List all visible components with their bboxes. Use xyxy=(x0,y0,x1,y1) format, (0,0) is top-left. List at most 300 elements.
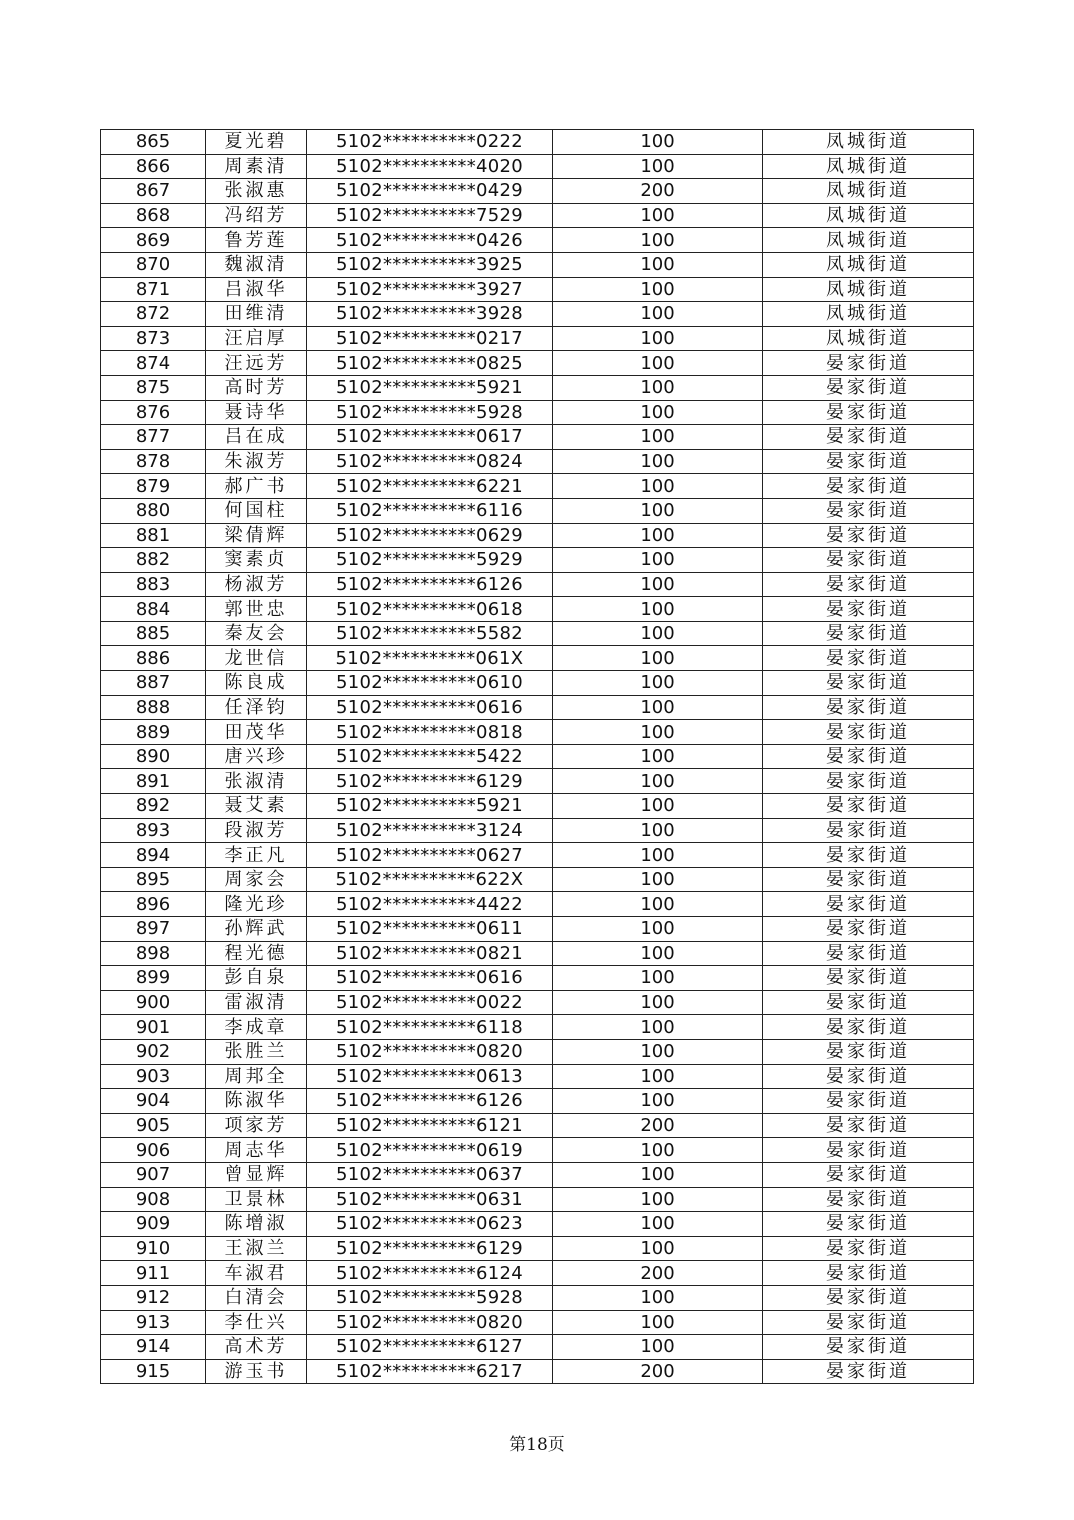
table-row xyxy=(101,228,974,253)
serial-number-cell: 882 xyxy=(101,548,206,573)
name-cell: 雷淑清 xyxy=(206,990,307,1015)
table-row xyxy=(101,1039,974,1064)
id-number-cell: 5102**********6221 xyxy=(307,474,553,499)
serial-number-cell: 887 xyxy=(101,671,206,696)
serial-number-cell: 900 xyxy=(101,990,206,1015)
name-cell: 游玉书 xyxy=(206,1359,307,1384)
serial-number-cell: 905 xyxy=(101,1113,206,1138)
table-row xyxy=(101,252,974,277)
id-number-cell: 5102**********0821 xyxy=(307,941,553,966)
name-cell: 鲁芳莲 xyxy=(206,228,307,253)
id-number-cell: 5102**********0623 xyxy=(307,1212,553,1237)
street-cell: 晏家街道 xyxy=(763,843,974,868)
name-cell: 白清会 xyxy=(206,1285,307,1310)
id-number-cell: 5102**********6121 xyxy=(307,1113,553,1138)
serial-number-cell: 886 xyxy=(101,646,206,671)
street-cell: 晏家街道 xyxy=(763,744,974,769)
street-cell: 晏家街道 xyxy=(763,1310,974,1335)
street-cell: 晏家街道 xyxy=(763,597,974,622)
street-cell: 晏家街道 xyxy=(763,769,974,794)
name-cell: 周家会 xyxy=(206,867,307,892)
table-row xyxy=(101,1285,974,1310)
amount-cell: 100 xyxy=(553,1310,763,1335)
id-number-cell: 5102**********0618 xyxy=(307,597,553,622)
amount-cell: 100 xyxy=(553,1162,763,1187)
amount-cell: 100 xyxy=(553,425,763,450)
street-cell: 凤城街道 xyxy=(763,252,974,277)
roster-table xyxy=(100,129,974,1384)
serial-number-cell: 891 xyxy=(101,769,206,794)
name-cell: 周志华 xyxy=(206,1138,307,1163)
street-cell: 晏家街道 xyxy=(763,941,974,966)
name-cell: 秦友会 xyxy=(206,621,307,646)
street-cell: 晏家街道 xyxy=(763,966,974,991)
table-row xyxy=(101,351,974,376)
roster-table-body xyxy=(101,130,974,1384)
id-number-cell: 5102**********6126 xyxy=(307,572,553,597)
table-row xyxy=(101,671,974,696)
id-number-cell: 5102**********0629 xyxy=(307,523,553,548)
name-cell: 卫景林 xyxy=(206,1187,307,1212)
id-number-cell: 5102**********6124 xyxy=(307,1261,553,1286)
amount-cell: 100 xyxy=(553,818,763,843)
serial-number-cell: 892 xyxy=(101,794,206,819)
table-row xyxy=(101,720,974,745)
name-cell: 张淑清 xyxy=(206,769,307,794)
amount-cell: 100 xyxy=(553,941,763,966)
amount-cell: 100 xyxy=(553,228,763,253)
name-cell: 隆光珍 xyxy=(206,892,307,917)
serial-number-cell: 870 xyxy=(101,252,206,277)
amount-cell: 100 xyxy=(553,302,763,327)
serial-number-cell: 901 xyxy=(101,1015,206,1040)
amount-cell: 100 xyxy=(553,794,763,819)
serial-number-cell: 876 xyxy=(101,400,206,425)
name-cell: 李仕兴 xyxy=(206,1310,307,1335)
name-cell: 车淑君 xyxy=(206,1261,307,1286)
table-row xyxy=(101,843,974,868)
amount-cell: 100 xyxy=(553,326,763,351)
id-number-cell: 5102**********3928 xyxy=(307,302,553,327)
id-number-cell: 5102**********0616 xyxy=(307,695,553,720)
serial-number-cell: 898 xyxy=(101,941,206,966)
table-row xyxy=(101,326,974,351)
serial-number-cell: 912 xyxy=(101,1285,206,1310)
table-row xyxy=(101,375,974,400)
street-cell: 晏家街道 xyxy=(763,917,974,942)
table-row xyxy=(101,523,974,548)
table-row xyxy=(101,1089,974,1114)
serial-number-cell: 903 xyxy=(101,1064,206,1089)
id-number-cell: 5102**********0818 xyxy=(307,720,553,745)
table-row xyxy=(101,203,974,228)
id-number-cell: 5102**********0820 xyxy=(307,1310,553,1335)
street-cell: 晏家街道 xyxy=(763,1261,974,1286)
name-cell: 田茂华 xyxy=(206,720,307,745)
serial-number-cell: 865 xyxy=(101,130,206,155)
serial-number-cell: 889 xyxy=(101,720,206,745)
id-number-cell: 5102**********4020 xyxy=(307,154,553,179)
street-cell: 晏家街道 xyxy=(763,621,974,646)
table-row xyxy=(101,990,974,1015)
serial-number-cell: 877 xyxy=(101,425,206,450)
street-cell: 晏家街道 xyxy=(763,425,974,450)
serial-number-cell: 884 xyxy=(101,597,206,622)
street-cell: 晏家街道 xyxy=(763,474,974,499)
amount-cell: 100 xyxy=(553,621,763,646)
roster-table-container xyxy=(100,129,974,1384)
table-row xyxy=(101,597,974,622)
name-cell: 陈良成 xyxy=(206,671,307,696)
serial-number-cell: 867 xyxy=(101,179,206,204)
name-cell: 郭世忠 xyxy=(206,597,307,622)
serial-number-cell: 872 xyxy=(101,302,206,327)
name-cell: 彭自泉 xyxy=(206,966,307,991)
street-cell: 凤城街道 xyxy=(763,228,974,253)
street-cell: 晏家街道 xyxy=(763,1359,974,1384)
street-cell: 凤城街道 xyxy=(763,154,974,179)
street-cell: 凤城街道 xyxy=(763,277,974,302)
name-cell: 周邦全 xyxy=(206,1064,307,1089)
table-row xyxy=(101,818,974,843)
amount-cell: 100 xyxy=(553,1285,763,1310)
serial-number-cell: 897 xyxy=(101,917,206,942)
amount-cell: 100 xyxy=(553,252,763,277)
amount-cell: 100 xyxy=(553,498,763,523)
table-row xyxy=(101,400,974,425)
amount-cell: 100 xyxy=(553,572,763,597)
id-number-cell: 5102**********0610 xyxy=(307,671,553,696)
street-cell: 凤城街道 xyxy=(763,302,974,327)
id-number-cell: 5102**********6126 xyxy=(307,1089,553,1114)
table-row xyxy=(101,917,974,942)
serial-number-cell: 910 xyxy=(101,1236,206,1261)
name-cell: 吕在成 xyxy=(206,425,307,450)
amount-cell: 200 xyxy=(553,1261,763,1286)
name-cell: 田维清 xyxy=(206,302,307,327)
street-cell: 晏家街道 xyxy=(763,572,974,597)
amount-cell: 100 xyxy=(553,917,763,942)
id-number-cell: 5102**********6129 xyxy=(307,769,553,794)
serial-number-cell: 911 xyxy=(101,1261,206,1286)
street-cell: 晏家街道 xyxy=(763,671,974,696)
page-number: 第18页 xyxy=(509,1435,565,1455)
street-cell: 晏家街道 xyxy=(763,351,974,376)
street-cell: 凤城街道 xyxy=(763,130,974,155)
street-cell: 晏家街道 xyxy=(763,1162,974,1187)
id-number-cell: 5102**********3927 xyxy=(307,277,553,302)
serial-number-cell: 869 xyxy=(101,228,206,253)
name-cell: 段淑芳 xyxy=(206,818,307,843)
serial-number-cell: 866 xyxy=(101,154,206,179)
table-row xyxy=(101,892,974,917)
amount-cell: 100 xyxy=(553,1064,763,1089)
table-row xyxy=(101,425,974,450)
amount-cell: 100 xyxy=(553,843,763,868)
name-cell: 陈增淑 xyxy=(206,1212,307,1237)
amount-cell: 100 xyxy=(553,1138,763,1163)
id-number-cell: 5102**********0619 xyxy=(307,1138,553,1163)
amount-cell: 100 xyxy=(553,203,763,228)
amount-cell: 100 xyxy=(553,277,763,302)
amount-cell: 100 xyxy=(553,695,763,720)
table-row xyxy=(101,1162,974,1187)
amount-cell: 100 xyxy=(553,449,763,474)
name-cell: 高术芳 xyxy=(206,1335,307,1360)
street-cell: 晏家街道 xyxy=(763,1089,974,1114)
id-number-cell: 5102**********0022 xyxy=(307,990,553,1015)
id-number-cell: 5102**********5921 xyxy=(307,794,553,819)
amount-cell: 200 xyxy=(553,1113,763,1138)
id-number-cell: 5102**********0217 xyxy=(307,326,553,351)
amount-cell: 100 xyxy=(553,474,763,499)
street-cell: 凤城街道 xyxy=(763,326,974,351)
name-cell: 汪远芳 xyxy=(206,351,307,376)
serial-number-cell: 868 xyxy=(101,203,206,228)
serial-number-cell: 874 xyxy=(101,351,206,376)
name-cell: 项家芳 xyxy=(206,1113,307,1138)
id-number-cell: 5102**********0617 xyxy=(307,425,553,450)
name-cell: 张淑惠 xyxy=(206,179,307,204)
name-cell: 程光德 xyxy=(206,941,307,966)
serial-number-cell: 881 xyxy=(101,523,206,548)
table-row xyxy=(101,966,974,991)
serial-number-cell: 888 xyxy=(101,695,206,720)
name-cell: 吕淑华 xyxy=(206,277,307,302)
name-cell: 聂艾素 xyxy=(206,794,307,819)
amount-cell: 100 xyxy=(553,646,763,671)
id-number-cell: 5102**********0631 xyxy=(307,1187,553,1212)
amount-cell: 100 xyxy=(553,1015,763,1040)
serial-number-cell: 915 xyxy=(101,1359,206,1384)
amount-cell: 100 xyxy=(553,1236,763,1261)
amount-cell: 100 xyxy=(553,351,763,376)
amount-cell: 100 xyxy=(553,720,763,745)
amount-cell: 100 xyxy=(553,744,763,769)
id-number-cell: 5102**********622X xyxy=(307,867,553,892)
amount-cell: 200 xyxy=(553,179,763,204)
serial-number-cell: 904 xyxy=(101,1089,206,1114)
table-row xyxy=(101,769,974,794)
table-row xyxy=(101,646,974,671)
id-number-cell: 5102**********5928 xyxy=(307,1285,553,1310)
amount-cell: 100 xyxy=(553,966,763,991)
street-cell: 晏家街道 xyxy=(763,375,974,400)
amount-cell: 100 xyxy=(553,990,763,1015)
table-row xyxy=(101,1138,974,1163)
id-number-cell: 5102**********0627 xyxy=(307,843,553,868)
amount-cell: 100 xyxy=(553,769,763,794)
name-cell: 张胜兰 xyxy=(206,1039,307,1064)
id-number-cell: 5102**********0613 xyxy=(307,1064,553,1089)
serial-number-cell: 899 xyxy=(101,966,206,991)
street-cell: 晏家街道 xyxy=(763,1138,974,1163)
id-number-cell: 5102**********061X xyxy=(307,646,553,671)
street-cell: 晏家街道 xyxy=(763,794,974,819)
id-number-cell: 5102**********6116 xyxy=(307,498,553,523)
street-cell: 晏家街道 xyxy=(763,818,974,843)
table-row xyxy=(101,130,974,155)
amount-cell: 100 xyxy=(553,375,763,400)
street-cell: 晏家街道 xyxy=(763,1236,974,1261)
amount-cell: 100 xyxy=(553,130,763,155)
street-cell: 晏家街道 xyxy=(763,867,974,892)
id-number-cell: 5102**********0611 xyxy=(307,917,553,942)
table-row xyxy=(101,794,974,819)
table-row xyxy=(101,474,974,499)
street-cell: 晏家街道 xyxy=(763,498,974,523)
serial-number-cell: 906 xyxy=(101,1138,206,1163)
name-cell: 夏光碧 xyxy=(206,130,307,155)
id-number-cell: 5102**********5921 xyxy=(307,375,553,400)
name-cell: 汪启厚 xyxy=(206,326,307,351)
table-row xyxy=(101,548,974,573)
table-row xyxy=(101,1359,974,1384)
name-cell: 孙辉武 xyxy=(206,917,307,942)
id-number-cell: 5102**********5422 xyxy=(307,744,553,769)
serial-number-cell: 878 xyxy=(101,449,206,474)
id-number-cell: 5102**********0825 xyxy=(307,351,553,376)
table-row xyxy=(101,1335,974,1360)
table-row xyxy=(101,154,974,179)
table-row xyxy=(101,1261,974,1286)
id-number-cell: 5102**********6129 xyxy=(307,1236,553,1261)
street-cell: 晏家街道 xyxy=(763,1113,974,1138)
id-number-cell: 5102**********0616 xyxy=(307,966,553,991)
name-cell: 陈淑华 xyxy=(206,1089,307,1114)
amount-cell: 100 xyxy=(553,671,763,696)
name-cell: 曾显辉 xyxy=(206,1162,307,1187)
name-cell: 周素清 xyxy=(206,154,307,179)
serial-number-cell: 880 xyxy=(101,498,206,523)
id-number-cell: 5102**********3124 xyxy=(307,818,553,843)
table-row xyxy=(101,572,974,597)
street-cell: 晏家街道 xyxy=(763,523,974,548)
id-number-cell: 5102**********0429 xyxy=(307,179,553,204)
serial-number-cell: 871 xyxy=(101,277,206,302)
table-row xyxy=(101,277,974,302)
table-row xyxy=(101,449,974,474)
street-cell: 晏家街道 xyxy=(763,720,974,745)
table-row xyxy=(101,498,974,523)
serial-number-cell: 896 xyxy=(101,892,206,917)
table-row xyxy=(101,1212,974,1237)
street-cell: 凤城街道 xyxy=(763,179,974,204)
amount-cell: 100 xyxy=(553,892,763,917)
id-number-cell: 5102**********0820 xyxy=(307,1039,553,1064)
table-row xyxy=(101,1064,974,1089)
name-cell: 任泽钧 xyxy=(206,695,307,720)
street-cell: 凤城街道 xyxy=(763,203,974,228)
street-cell: 晏家街道 xyxy=(763,1187,974,1212)
street-cell: 晏家街道 xyxy=(763,1039,974,1064)
serial-number-cell: 885 xyxy=(101,621,206,646)
table-row xyxy=(101,1236,974,1261)
id-number-cell: 5102**********4422 xyxy=(307,892,553,917)
id-number-cell: 5102**********5929 xyxy=(307,548,553,573)
id-number-cell: 5102**********0426 xyxy=(307,228,553,253)
amount-cell: 100 xyxy=(553,597,763,622)
amount-cell: 100 xyxy=(553,1039,763,1064)
id-number-cell: 5102**********0222 xyxy=(307,130,553,155)
serial-number-cell: 873 xyxy=(101,326,206,351)
name-cell: 朱淑芳 xyxy=(206,449,307,474)
serial-number-cell: 907 xyxy=(101,1162,206,1187)
name-cell: 何国柱 xyxy=(206,498,307,523)
name-cell: 杨淑芳 xyxy=(206,572,307,597)
name-cell: 聂诗华 xyxy=(206,400,307,425)
table-row xyxy=(101,867,974,892)
amount-cell: 200 xyxy=(553,1359,763,1384)
name-cell: 李成章 xyxy=(206,1015,307,1040)
street-cell: 晏家街道 xyxy=(763,1015,974,1040)
table-row xyxy=(101,744,974,769)
street-cell: 晏家街道 xyxy=(763,1212,974,1237)
serial-number-cell: 902 xyxy=(101,1039,206,1064)
serial-number-cell: 914 xyxy=(101,1335,206,1360)
serial-number-cell: 890 xyxy=(101,744,206,769)
street-cell: 晏家街道 xyxy=(763,1285,974,1310)
street-cell: 晏家街道 xyxy=(763,548,974,573)
name-cell: 窦素贞 xyxy=(206,548,307,573)
table-row xyxy=(101,302,974,327)
id-number-cell: 5102**********0637 xyxy=(307,1162,553,1187)
id-number-cell: 5102**********6127 xyxy=(307,1335,553,1360)
street-cell: 晏家街道 xyxy=(763,646,974,671)
street-cell: 晏家街道 xyxy=(763,695,974,720)
serial-number-cell: 875 xyxy=(101,375,206,400)
amount-cell: 100 xyxy=(553,1089,763,1114)
serial-number-cell: 883 xyxy=(101,572,206,597)
id-number-cell: 5102**********6118 xyxy=(307,1015,553,1040)
name-cell: 冯绍芳 xyxy=(206,203,307,228)
table-row xyxy=(101,1113,974,1138)
name-cell: 王淑兰 xyxy=(206,1236,307,1261)
street-cell: 晏家街道 xyxy=(763,1064,974,1089)
table-row xyxy=(101,1015,974,1040)
amount-cell: 100 xyxy=(553,1335,763,1360)
id-number-cell: 5102**********7529 xyxy=(307,203,553,228)
id-number-cell: 5102**********5582 xyxy=(307,621,553,646)
serial-number-cell: 895 xyxy=(101,867,206,892)
table-row xyxy=(101,941,974,966)
table-row xyxy=(101,1187,974,1212)
amount-cell: 100 xyxy=(553,867,763,892)
amount-cell: 100 xyxy=(553,1212,763,1237)
street-cell: 晏家街道 xyxy=(763,990,974,1015)
serial-number-cell: 913 xyxy=(101,1310,206,1335)
serial-number-cell: 893 xyxy=(101,818,206,843)
serial-number-cell: 908 xyxy=(101,1187,206,1212)
amount-cell: 100 xyxy=(553,1187,763,1212)
table-row xyxy=(101,621,974,646)
serial-number-cell: 909 xyxy=(101,1212,206,1237)
serial-number-cell: 894 xyxy=(101,843,206,868)
street-cell: 晏家街道 xyxy=(763,892,974,917)
amount-cell: 100 xyxy=(553,523,763,548)
name-cell: 李正凡 xyxy=(206,843,307,868)
amount-cell: 100 xyxy=(553,548,763,573)
id-number-cell: 5102**********5928 xyxy=(307,400,553,425)
name-cell: 梁倩辉 xyxy=(206,523,307,548)
table-row xyxy=(101,179,974,204)
name-cell: 魏淑清 xyxy=(206,252,307,277)
name-cell: 高时芳 xyxy=(206,375,307,400)
name-cell: 郝广书 xyxy=(206,474,307,499)
serial-number-cell: 879 xyxy=(101,474,206,499)
table-row xyxy=(101,695,974,720)
id-number-cell: 5102**********6217 xyxy=(307,1359,553,1384)
